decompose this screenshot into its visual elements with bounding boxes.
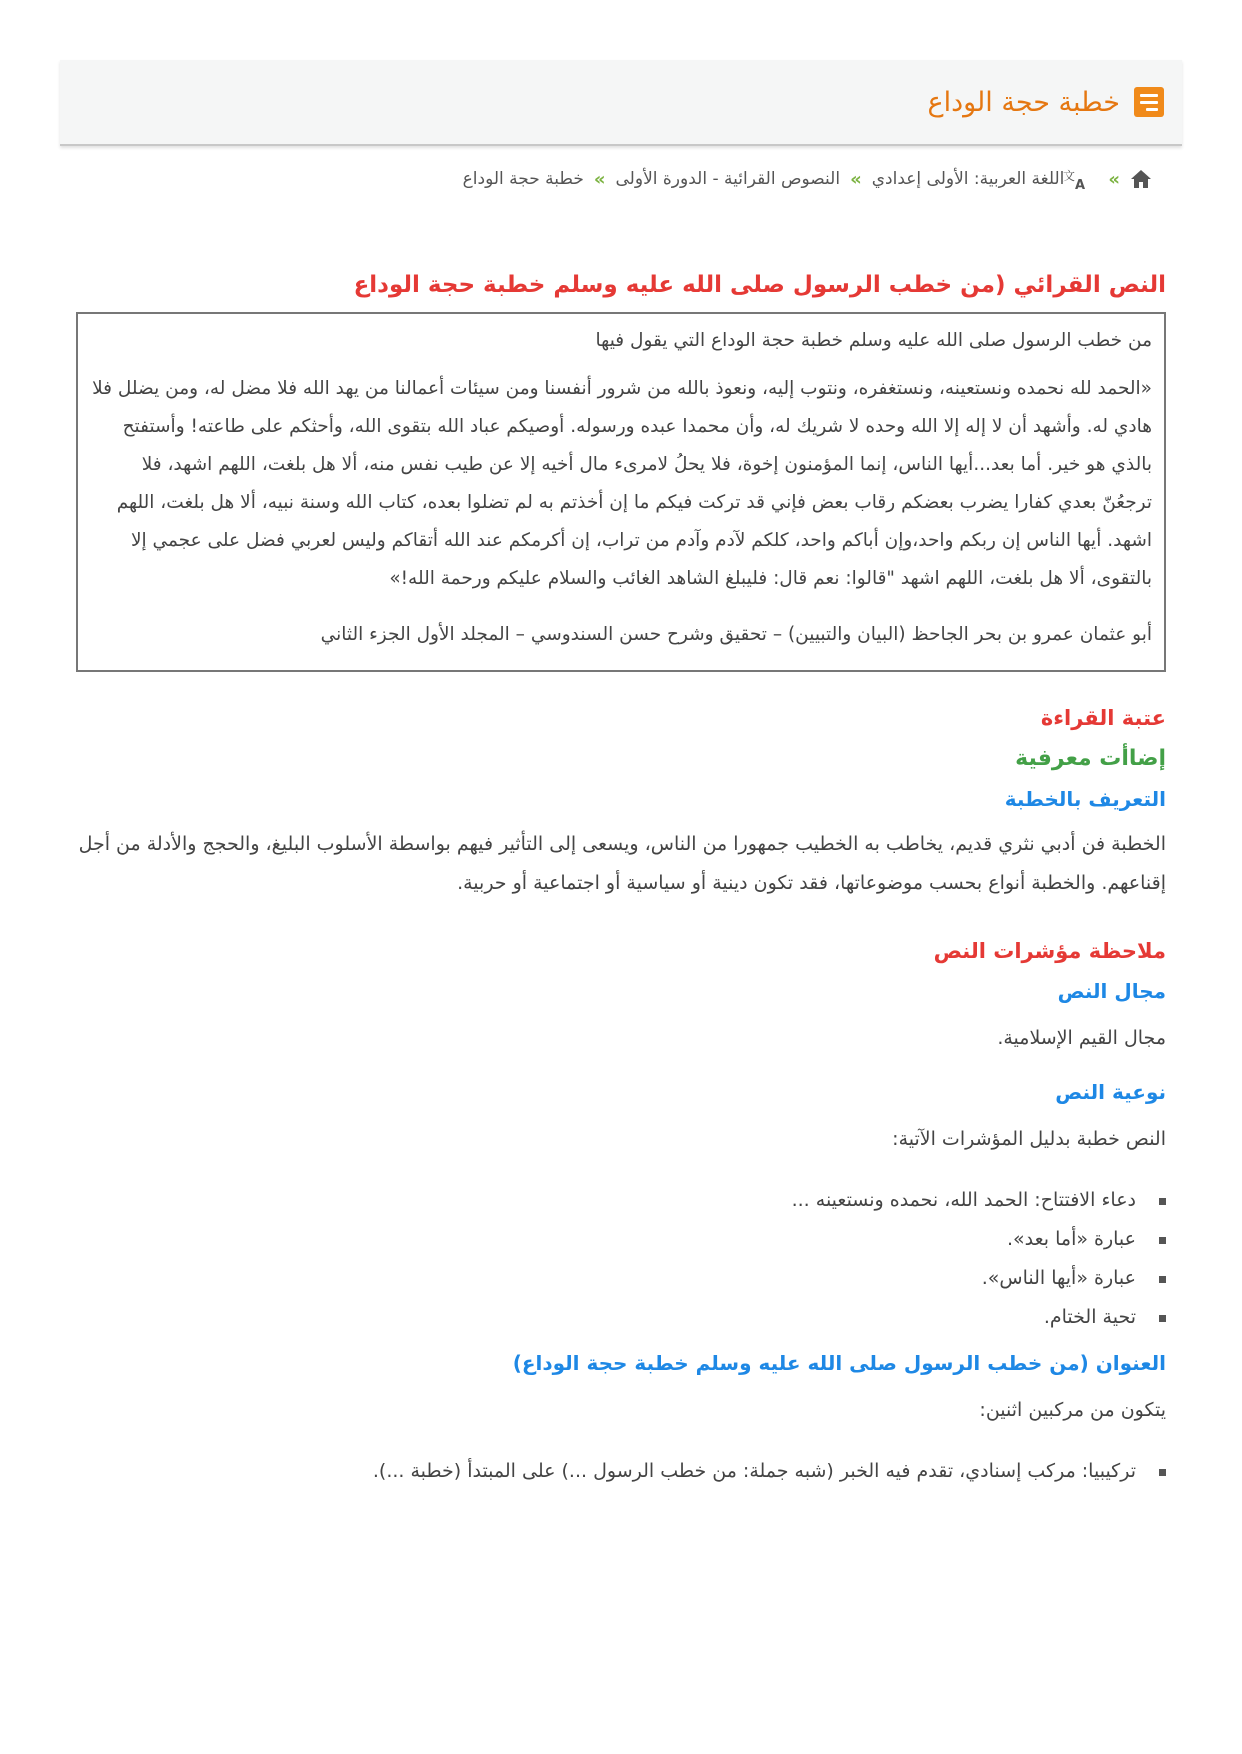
list-item xyxy=(76,1259,1136,1298)
page-title: خطبة حجة الوداع xyxy=(927,86,1120,118)
bullet-icon xyxy=(1159,1469,1166,1476)
bullet-icon xyxy=(1159,1276,1166,1283)
list-item xyxy=(76,1298,1136,1337)
breadcrumb-separator: » xyxy=(593,168,606,190)
list-item-text: عبارة «أيها الناس». xyxy=(981,1267,1136,1289)
breadcrumb-separator: » xyxy=(850,168,862,190)
breadcrumb-link-arabic-first-prep[interactable]: اللغة العربية: الأولى إعدادي xyxy=(871,169,1065,189)
title-analysis-heading: العنوان (من خطب الرسول صلى الله عليه وسلم خطبة حجة الوداع) xyxy=(512,1351,1166,1375)
breadcrumb xyxy=(60,168,1182,193)
reading-threshold-heading: عتبة القراءة xyxy=(1040,706,1166,730)
page xyxy=(60,60,1182,1491)
quote-source: أبو عثمان عمرو بن بحر الجاحظ (البيان والتبيين) – تحقيق وشرح حسن السندوسي – المجلد الأول الجزء الثاني xyxy=(320,624,1152,645)
list-item-text: تحية الختام. xyxy=(1043,1306,1136,1328)
bullet-icon xyxy=(1159,1315,1166,1322)
svg-text:文: 文 xyxy=(1063,169,1076,183)
breadcrumb-current: خطبة حجة الوداع xyxy=(462,169,584,189)
breadcrumb-separator: » xyxy=(1108,168,1120,190)
list-item-text: دعاء الافتتاح: الحمد الله، نحمده ونستعينه ... xyxy=(791,1189,1136,1211)
knowledge-insights-heading: إضاأت معرفية xyxy=(1015,746,1166,771)
quote-text: «الحمد لله نحمده ونستعينه، ونستغفره، ونتوب إليه، ونعوذ بالله من شرور أنفسنا ومن سيئات أعمالنا من يهد الله فلا مضل له، ومن يضلل فلا هادي له. وأشهد أن لا إله إلا الله وحده لا شريك له، وأن محمدا عبده ورسوله. أوصيكم عباد الله بتقوى الله، وأحثكم على طاعته! وأستفتح بالذي هو خير. أما بعد...أيها الناس، إنما المؤمنون إخوة، فلا يحلُ لامرىء مال أخيه إلا عن طيب نفس منه، ألا هل بلغت، اللهم اشهد، فلا ترجعُنّ بعدي كفارا يضرب بعضكم رقاب بعض فإني قد تركت فيكم ما إن أخذتم به لم تضلوا بعده، كتاب الله وسنة نبيه، ألا هل بلغت، اللهم اشهد. أيها الناس إن ربكم واحد،وإن أباكم واحد، كلكم لآدم وآدم من تراب، إن أكرمكم عند الله أتقاكم وليس لعربي فضل على عجمي إلا بالتقوى، ألا هل بلغت، اللهم اشهد "قالوا: نعم قال: فليبلغ الشاهد الغائب والسلام عليكم ورحمة الله!» xyxy=(92,378,1152,589)
list-item xyxy=(76,1452,1136,1491)
title-analysis-text: يتكون من مركبين اثنين: xyxy=(979,1399,1166,1421)
content xyxy=(60,706,1182,1491)
title-analysis-list xyxy=(76,1452,1166,1491)
field-heading: مجال النص xyxy=(1057,979,1166,1003)
field-text: مجال القيم الإسلامية. xyxy=(997,1027,1166,1049)
list-item-text: تركيبيا: مركب إسنادي، تقدم فيه الخبر (شبه جملة: من خطب الرسول ...) على المبتدأ (خطبة ...). xyxy=(372,1460,1136,1482)
quote-box xyxy=(76,312,1166,672)
bullet-icon xyxy=(1159,1237,1166,1244)
list-item xyxy=(76,1181,1136,1220)
list-item xyxy=(76,1220,1136,1259)
indicators-heading: ملاحظة مؤشرات النص xyxy=(933,939,1166,963)
home-icon[interactable] xyxy=(1130,169,1152,189)
quote-intro: من خطب الرسول صلى الله عليه وسلم خطبة حجة الوداع التي يقول فيها xyxy=(595,330,1152,351)
list-item-text: عبارة «أما بعد». xyxy=(1006,1228,1136,1250)
type-list xyxy=(76,1181,1166,1337)
main-heading: النص القرائي (من خطب الرسول صلى الله عليه وسلم خطبة حجة الوداع xyxy=(353,272,1166,298)
translate-icon xyxy=(1063,168,1098,193)
bullet-icon xyxy=(1159,1198,1166,1205)
definition-heading: التعريف بالخطبة xyxy=(1004,787,1166,811)
type-heading: نوعية النص xyxy=(1055,1080,1166,1104)
definition-text: الخطبة فن أدبي نثري قديم، يخاطب به الخطيب جمهورا من الناس، ويسعى إلى التأثير فيهم بواسطة الأسلوب البليغ، والحجج والأدلة من أجل إقناعهم. والخطبة أنواع بحسب موضوعاتها، فقد تكون دينية أو سياسية أو اجتماعية أو حربية. xyxy=(78,833,1166,894)
type-text: النص خطبة بدليل المؤشرات الآتية: xyxy=(892,1128,1166,1150)
svg-text:A: A xyxy=(1075,178,1086,193)
document-icon xyxy=(1134,87,1164,117)
breadcrumb-link-reading-texts[interactable]: النصوص القرائية - الدورة الأولى xyxy=(615,169,841,189)
title-bar xyxy=(60,60,1182,146)
